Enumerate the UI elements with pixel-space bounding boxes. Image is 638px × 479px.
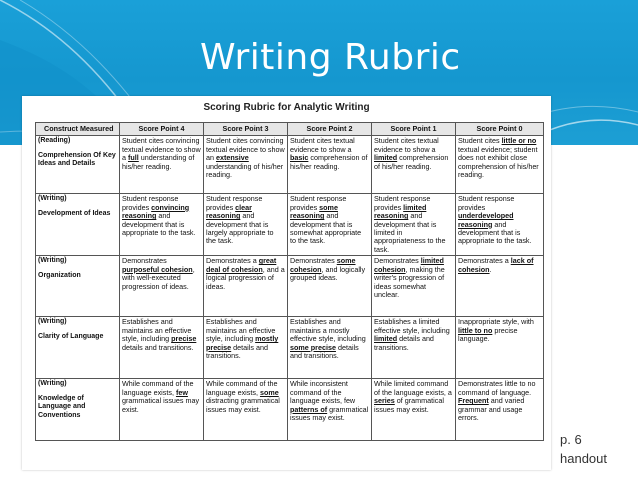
handout-page: p. 6 xyxy=(560,432,582,447)
emphasis-text: patterns of xyxy=(290,404,328,414)
emphasis-text: limited cohesion xyxy=(374,256,444,274)
rubric-title: Scoring Rubric for Analytic Writing xyxy=(203,102,370,113)
rubric-cell: Student response provides limited reasoning and development that is limited in appropriateness to the task. xyxy=(372,194,456,256)
emphasis-text: some xyxy=(259,387,279,397)
rubric-cell: Student response provides clear reasoning and development that is largely appropriate to the task. xyxy=(204,194,288,256)
header-score-1: Score Point 1 xyxy=(372,123,456,136)
slide-title: Writing Rubric xyxy=(200,37,461,78)
emphasis-text: precise xyxy=(171,334,197,344)
rubric-row xyxy=(36,136,544,194)
rubric-row xyxy=(36,194,544,256)
rubric-cell: Student cites convincing textual evidence to show a full understanding of his/her reading. xyxy=(120,136,204,194)
criterion-name: Comprehension Of Key Ideas and Details xyxy=(38,151,116,168)
emphasis-text: great deal of cohesion xyxy=(206,256,277,274)
emphasis-text: clear reasoning xyxy=(206,202,252,221)
emphasis-text: basic xyxy=(290,153,309,163)
rubric-cell: Student cites textual evidence to show a basic comprehension of his/her reading. xyxy=(288,136,372,194)
emphasis-text: mostly precise xyxy=(206,334,279,352)
rubric-image xyxy=(22,96,551,470)
criterion-tag: (Writing) xyxy=(38,380,67,388)
header-score-2: Score Point 2 xyxy=(288,123,372,136)
emphasis-text: limited xyxy=(374,334,398,344)
rubric-criterion xyxy=(36,136,120,194)
rubric-cell: Inappropriate style, with little to no precise language. xyxy=(456,317,544,379)
rubric-cell: Establishes a limited effective style, including limited details and transitions. xyxy=(372,317,456,379)
criterion-name: Organization xyxy=(38,271,81,279)
rubric-cell: While command of the language exists, some distracting grammatical issues may exist. xyxy=(204,379,288,441)
header-score-4: Score Point 4 xyxy=(120,123,204,136)
handout-label: handout xyxy=(560,451,607,466)
header-score-0: Score Point 0 xyxy=(456,123,544,136)
criterion-tag: (Reading) xyxy=(38,137,71,145)
rubric-cell: Demonstrates some cohesion, and logically grouped ideas. xyxy=(288,256,372,317)
criterion-tag: (Writing) xyxy=(38,257,67,265)
rubric-header-row xyxy=(36,123,544,136)
rubric-cell: While inconsistent command of the language exists, few patterns of grammatical issues may exist. xyxy=(288,379,372,441)
criterion-name: Development of Ideas xyxy=(38,209,111,217)
emphasis-text: extensive xyxy=(216,153,249,163)
handout-note xyxy=(560,430,607,468)
criterion-name: Knowledge of Language and Conventions xyxy=(38,394,86,419)
emphasis-text: limited xyxy=(374,153,398,163)
rubric-cell: Student response provides convincing reasoning and development that is appropriate to the task. xyxy=(120,194,204,256)
emphasis-text: some cohesion xyxy=(290,256,356,274)
rubric-cell: Student response provides underdeveloped reasoning and development that is appropriate to the task. xyxy=(456,194,544,256)
rubric-criterion xyxy=(36,317,120,379)
rubric-cell: Student cites convincing textual evidence to show an extensive understanding of his/her reading. xyxy=(204,136,288,194)
emphasis-text: purposeful cohesion xyxy=(122,264,193,274)
criterion-tag: (Writing) xyxy=(38,318,67,326)
criterion-tag: (Writing) xyxy=(38,195,67,203)
rubric-cell: Demonstrates a lack of cohesion. xyxy=(456,256,544,317)
emphasis-text: lack of cohesion xyxy=(458,256,534,274)
emphasis-text: underdeveloped reasoning xyxy=(458,211,514,229)
criterion-name: Clarity of Language xyxy=(38,332,104,340)
rubric-cell: While limited command of the language exists, a series of grammatical issues may exist. xyxy=(372,379,456,441)
emphasis-text: little to no xyxy=(458,325,493,335)
rubric-criterion xyxy=(36,256,120,317)
rubric-row xyxy=(36,256,544,317)
rubric-body xyxy=(36,136,544,441)
emphasis-text: series xyxy=(374,396,395,406)
rubric-cell: Demonstrates a great deal of cohesion, and a logical progression of ideas. xyxy=(204,256,288,317)
rubric-row xyxy=(36,317,544,379)
emphasis-text: some precise xyxy=(290,342,336,352)
header-construct: Construct Measured xyxy=(36,123,120,136)
rubric-cell: Demonstrates limited cohesion, making the writer's progression of ideas somewhat unclear. xyxy=(372,256,456,317)
emphasis-text: Frequent xyxy=(458,396,489,406)
emphasis-text: few xyxy=(175,387,188,397)
emphasis-text: some reasoning xyxy=(290,202,338,221)
rubric-row xyxy=(36,379,544,441)
emphasis-text: limited reasoning xyxy=(374,202,427,221)
rubric-table xyxy=(35,122,544,441)
rubric-cell: Student cites little or no textual evidence; student does not exhibit close comprehension of his/her reading. xyxy=(456,136,544,194)
emphasis-text: full xyxy=(128,153,139,163)
rubric-cell: Establishes and maintains an effective style, including mostly precise details and transitions. xyxy=(204,317,288,379)
rubric-cell: Demonstrates purposeful cohesion, with well-executed progression of ideas. xyxy=(120,256,204,317)
header-score-3: Score Point 3 xyxy=(204,123,288,136)
rubric-criterion xyxy=(36,379,120,441)
rubric-cell: Establishes and maintains a mostly effective style, including some precise details and transitions. xyxy=(288,317,372,379)
rubric-cell: Student cites textual evidence to show a limited comprehension of his/her reading. xyxy=(372,136,456,194)
rubric-cell: Demonstrates little to no command of language. Frequent and varied grammar and usage errors. xyxy=(456,379,544,441)
rubric-cell: Student response provides some reasoning and development that is somewhat appropriate to the task. xyxy=(288,194,372,256)
rubric-cell: While command of the language exists, few grammatical issues may exist. xyxy=(120,379,204,441)
rubric-criterion xyxy=(36,194,120,256)
rubric-cell: Establishes and maintains an effective style, including precise details and transitions. xyxy=(120,317,204,379)
emphasis-text: convincing reasoning xyxy=(122,202,190,221)
emphasis-text: little or no xyxy=(501,136,537,146)
